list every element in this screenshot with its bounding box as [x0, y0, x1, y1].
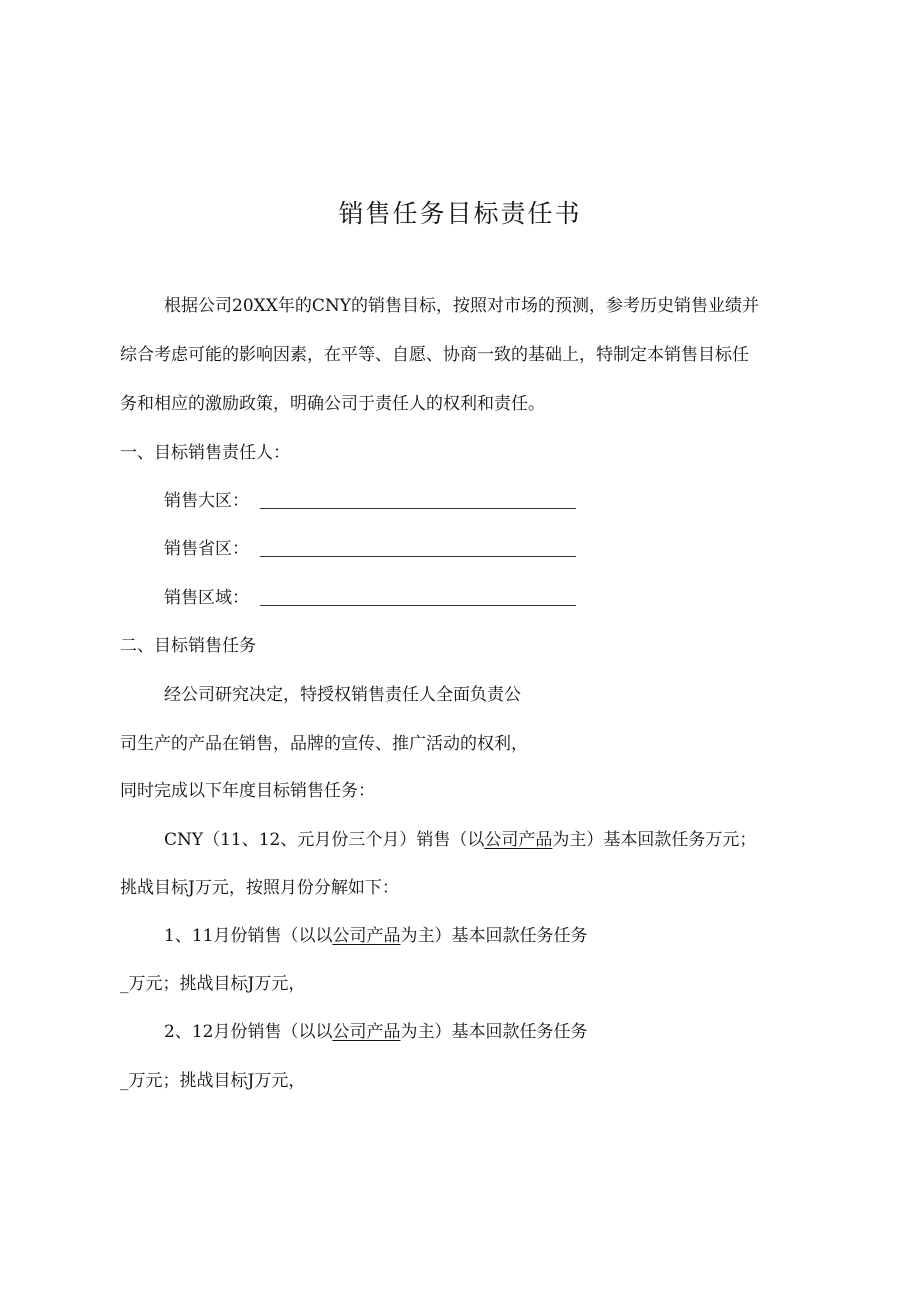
section2-para-line-2: 司生产的产品在销售，品牌的宣传、推广活动的权利，	[120, 734, 528, 754]
item-2-line-2: _万元；挑战目标J万元，	[120, 1071, 306, 1091]
section2-heading: 二、目标销售任务	[120, 636, 256, 656]
underlined-term: 公司产品	[332, 1022, 401, 1042]
field-blank-sales-province[interactable]	[260, 556, 576, 557]
item-2-line-1: 2、12月份销售（以以公司产品为主）基本回款任务任务	[164, 1022, 588, 1042]
field-label-sales-area: 销售区域：	[164, 588, 249, 608]
field-label-sales-province: 销售省区：	[164, 539, 249, 559]
section1-heading: 一、目标销售责任人：	[120, 443, 290, 463]
field-blank-sales-area[interactable]	[260, 605, 576, 606]
section2-para-line-3: 同时完成以下年度目标销售任务：	[120, 781, 375, 801]
item-1-line-1: 1、11月份销售（以以公司产品为主）基本回款任务任务	[164, 926, 588, 946]
intro-line-2: 综合考虑可能的影响因素，在平等、自愿、协商一致的基础上，特制定本销售目标任	[120, 345, 749, 365]
document-title: 销售任务目标责任书	[338, 199, 582, 228]
cny-target-line-2: 挑战目标J万元，按照月份分解如下：	[120, 878, 399, 898]
item-1-line-2: _万元；挑战目标J万元，	[120, 974, 306, 994]
cny-target-line: CNY（11、12、元月份三个月）销售（以公司产品为主）基本回款任务万元；	[164, 830, 757, 850]
field-blank-sales-region[interactable]	[260, 508, 576, 509]
underlined-term: 公司产品	[332, 926, 401, 946]
intro-line-1: 根据公司20XX年的CNY的销售目标，按照对市场的预测，参考历史销售业绩并	[164, 296, 759, 316]
underlined-term: 公司产品	[484, 830, 553, 850]
field-label-sales-region: 销售大区：	[164, 491, 249, 511]
intro-line-3: 务和相应的激励政策，明确公司于责任人的权利和责任。	[120, 394, 545, 414]
section2-para-line-1: 经公司研究决定，特授权销售责任人全面负责公	[164, 685, 521, 705]
